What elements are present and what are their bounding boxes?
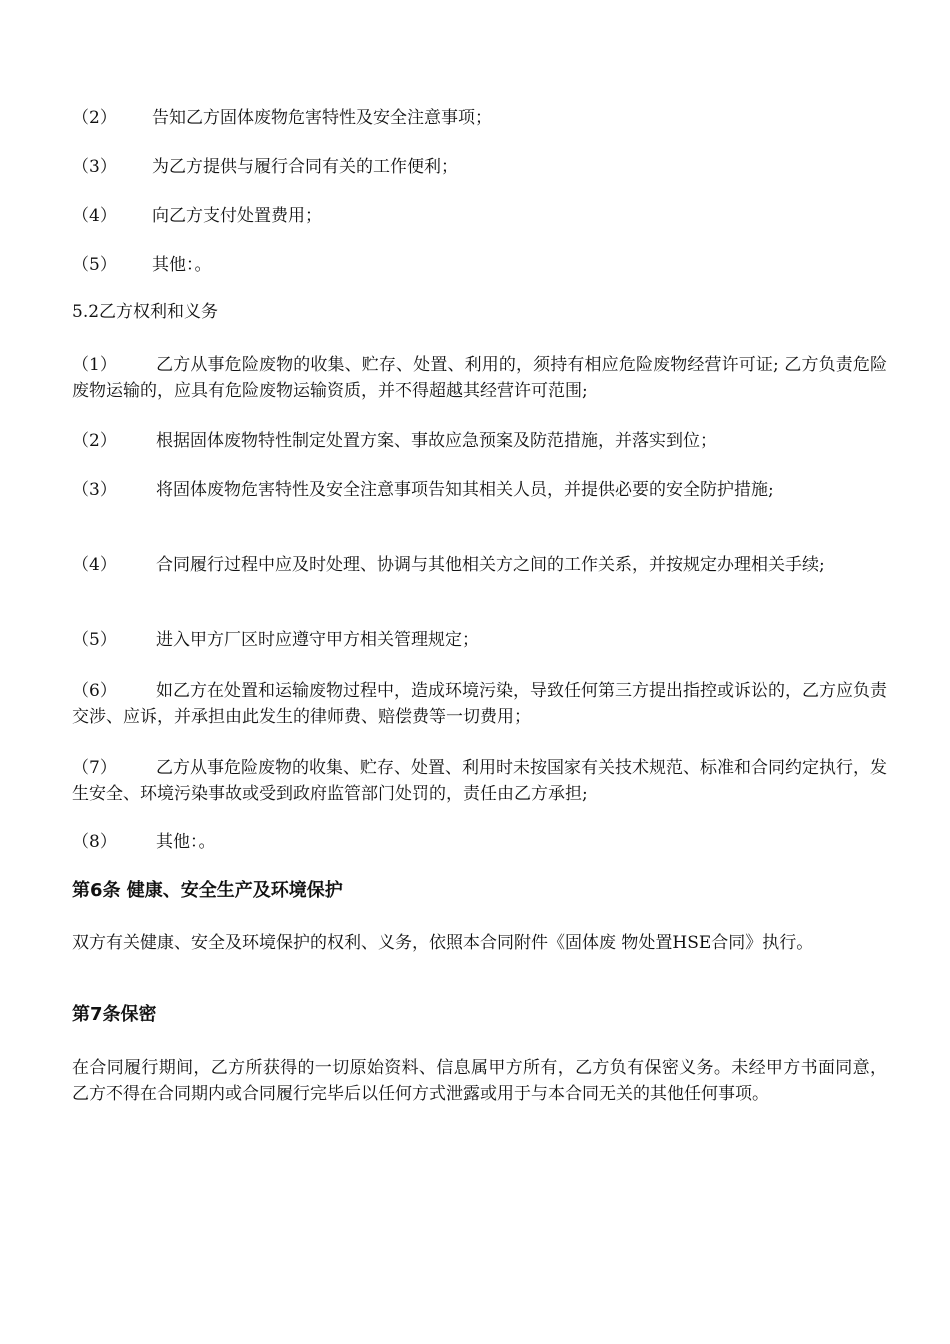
item-text: 其他：。 (152, 255, 212, 275)
list-item (72, 627, 887, 653)
list-item (72, 829, 887, 855)
item-text: 向乙方支付处置费用； (152, 206, 322, 226)
list-item (72, 155, 458, 179)
list-item (72, 352, 887, 404)
item-number: （6） (72, 681, 117, 701)
item-text: 进入甲方厂区时应遵守甲方相关管理规定； (156, 630, 479, 650)
article-6-title: 第6条 健康、安全生产及环境保护 (72, 880, 343, 901)
article-6-body: 双方有关健康、安全及环境保护的权利、义务，依照本合同附件《固体废 物处置HSE合同》执行。 (72, 933, 814, 953)
item-number: （5） (72, 255, 117, 275)
section-title: 5.2乙方权利和义务 (72, 302, 219, 322)
item-text: 其他：。 (156, 832, 216, 852)
item-number: （4） (72, 555, 117, 575)
item-text: 根据固体废物特性制定处置方案、事故应急预案及防范措施，并落实到位； (156, 431, 717, 451)
list-item (72, 477, 887, 503)
item-number: （5） (72, 630, 117, 650)
item-text: 为乙方提供与履行合同有关的工作便利； (152, 157, 458, 177)
list-item (72, 253, 212, 277)
item-text: 合同履行过程中应及时处理、协调与其他相关方之间的工作关系，并按规定办理相关手续; (156, 555, 825, 575)
list-item (72, 204, 322, 228)
item-number: （2） (72, 431, 117, 451)
item-number: （8） (72, 832, 117, 852)
item-number: （2） (72, 108, 117, 128)
item-text: 乙方从事危险废物的收集、贮存、处置、利用的，须持有相应危险废物经营许可证; 乙方负责危险废物运输的，应具有危险废物运输资质，并不得超越其经营许可范围; (72, 355, 887, 401)
item-number: （1） (72, 355, 117, 375)
item-text: 乙方从事危险废物的收集、贮存、处置、利用时未按国家有关技术规范、标准和合同约定执行，发生安全、环境污染事故或受到政府监管部门处罚的，责任由乙方承担; (72, 758, 887, 804)
list-item (72, 106, 492, 130)
list-item (72, 428, 887, 454)
item-text: 如乙方在处置和运输废物过程中，造成环境污染，导致任何第三方提出指控或诉讼的，乙方应负责交涉、应诉，并承担由此发生的律师费、赔偿费等一切费用； (72, 681, 887, 727)
item-number: （4） (72, 206, 117, 226)
list-item (72, 755, 887, 807)
item-text: 告知乙方固体废物危害特性及安全注意事项； (152, 108, 492, 128)
item-number: （3） (72, 157, 117, 177)
item-number: （7） (72, 758, 117, 778)
list-item (72, 678, 887, 730)
item-text: 将固体废物危害特性及安全注意事项告知其相关人员，并提供必要的安全防护措施; (156, 480, 774, 500)
article-7-title: 第7条保密 (72, 1004, 157, 1025)
item-number: （3） (72, 480, 117, 500)
article-7-body: 在合同履行期间，乙方所获得的一切原始资料、信息属甲方所有，乙方负有保密义务。未经甲方书面同意，乙方不得在合同期内或合同履行完毕后以任何方式泄露或用于与本合同无关的其他任何事项。 (72, 1058, 887, 1104)
list-item (72, 552, 887, 578)
